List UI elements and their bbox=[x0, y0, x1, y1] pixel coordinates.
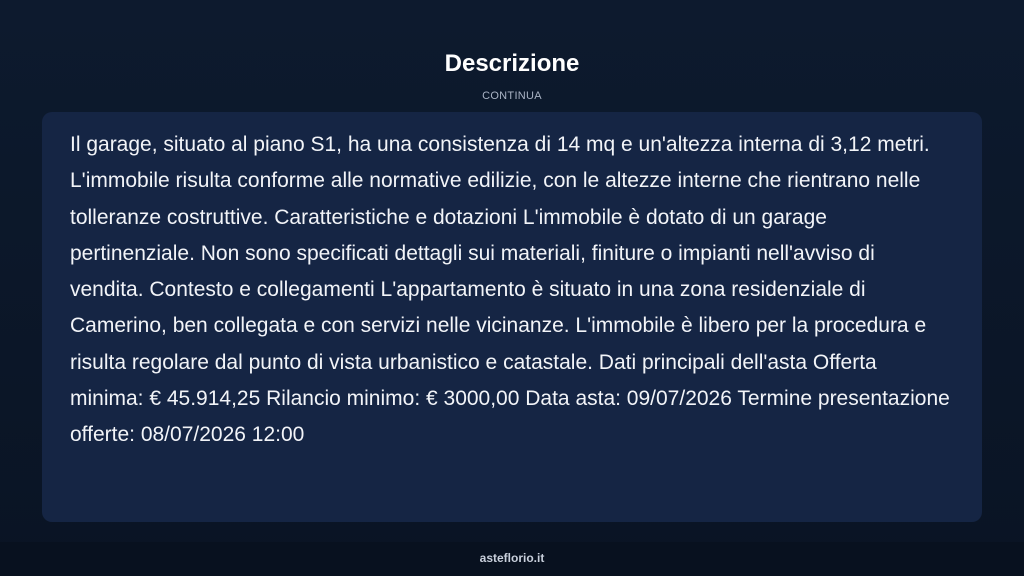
footer bbox=[0, 542, 1024, 576]
page-subtitle: CONTINUA bbox=[482, 90, 542, 102]
footer-brand: asteflorio.it bbox=[479, 551, 545, 565]
description-card bbox=[42, 112, 982, 522]
page-title: Descrizione bbox=[444, 50, 580, 77]
description-text: Il garage, situato al piano S1, ha una consistenza di 14 mq e un'altezza interna di 3,12 metri. L'immobile risulta conforme alle normative edilizie, con le altezze interne che rientrano nelle tolleranze costruttive. Caratteristiche e dotazioni L'immobile è dotato di un garage pertinenziale. Non sono specificati dettagli sui materiali, finiture o impianti nell'avviso di vendita. Contesto e collegamenti L'appartamento è situato in una zona residenziale di Camerino, ben collegata e con servizi nelle vicinanze. L'immobile è libero per la procedura e risulta regolare dal punto di vista urbanistico e catastale. Dati principali dell'asta Offerta minima: € 45.914,25 Rilancio minimo: € 3000,00 Data asta: 09/07/2026 Termine presentazione offerte: 08/07/2026 12:00 bbox=[70, 133, 950, 447]
